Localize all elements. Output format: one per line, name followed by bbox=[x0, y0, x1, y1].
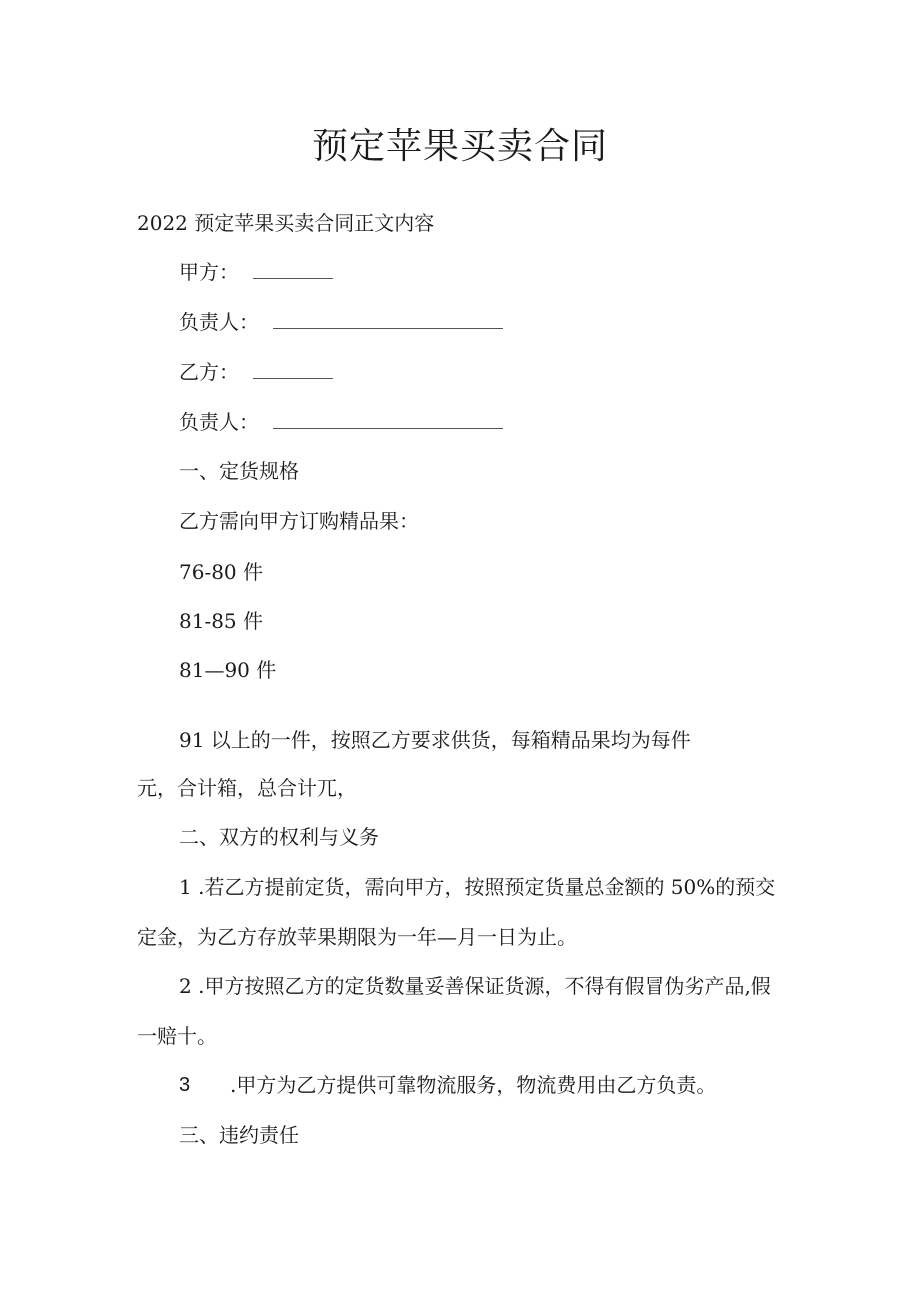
clause-1-line-1: 1 .若乙方提前定货，需向甲方，按照预定货量总金额的 50%的预交 bbox=[179, 875, 776, 899]
grade-item: 76-80 件 bbox=[179, 560, 264, 584]
clause-2-line-1: 2 .甲方按照乙方的定货数量妥善保证货源，不得有假冒伪劣产品,假 bbox=[179, 974, 771, 998]
clause-3-text: .甲方为乙方提供可靠物流服务，物流费用由乙方负责。 bbox=[230, 1073, 717, 1097]
party-b-representative-row bbox=[179, 410, 503, 434]
party-a-representative-row bbox=[179, 310, 503, 334]
party-b-representative-label: 负责人： bbox=[179, 410, 259, 434]
section-1-heading: 一、定货规格 bbox=[179, 459, 299, 483]
section-1-intro: 乙方需向甲方订购精品果： bbox=[179, 509, 419, 533]
clause-3-number: 3 bbox=[179, 1074, 191, 1096]
clause-2-line-2: 一赔十。 bbox=[137, 1024, 217, 1048]
party-b-blank-line bbox=[253, 360, 333, 379]
party-a-label: 甲方： bbox=[179, 260, 239, 284]
party-a-blank-line bbox=[253, 260, 333, 279]
party-a-representative-blank-line bbox=[273, 310, 503, 329]
supply-paragraph-line-2: 元，合计箱，总合计兀， bbox=[137, 776, 357, 800]
party-b-row bbox=[179, 360, 333, 384]
supply-paragraph-line-1: 91 以上的一件，按照乙方要求供货，每箱精品果均为每件 bbox=[179, 728, 691, 752]
party-a-row bbox=[179, 260, 333, 284]
party-a-representative-label: 负责人： bbox=[179, 310, 259, 334]
party-b-label: 乙方： bbox=[179, 360, 239, 384]
document-heading: 2022 预定苹果买卖合同正文内容 bbox=[137, 211, 435, 235]
grade-item: 81—90 件 bbox=[179, 658, 277, 682]
section-2-heading: 二、双方的权利与义务 bbox=[179, 825, 379, 849]
party-b-representative-blank-line bbox=[273, 410, 503, 429]
document-title: 预定苹果买卖合同 bbox=[311, 126, 608, 167]
clause-1-line-2: 定金，为乙方存放苹果期限为一年—月一日为止。 bbox=[137, 925, 577, 949]
section-3-heading: 三、违约责任 bbox=[179, 1123, 299, 1147]
grade-item: 81-85 件 bbox=[179, 609, 264, 633]
